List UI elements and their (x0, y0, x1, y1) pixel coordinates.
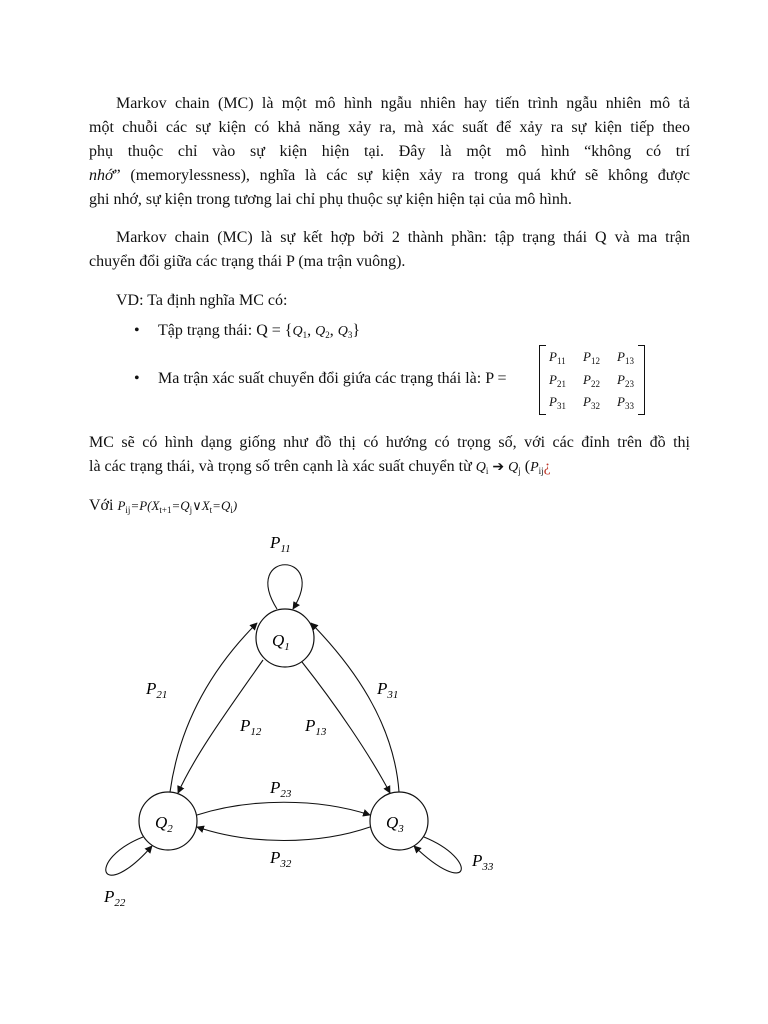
edge-p21 (170, 623, 257, 792)
math-qi: $Q_i$ (475, 460, 489, 476)
matrix-cell: $P_{21}$ (549, 372, 566, 389)
text-line: chuyển đổi giữa các trạng thái P (ma trận vuông). (89, 253, 406, 270)
edge-label-p33: $P_{33}$ (472, 851, 494, 873)
bullet-state-set: • Tập trạng thái: $Q = \{Q_1$, $Q_2$, $Q_3$} (134, 322, 361, 340)
edge-label-p11: $P_{11}$ (270, 533, 291, 555)
italic-text: nhớ (89, 167, 114, 184)
node-label-q1: $Q_1$ (272, 631, 290, 653)
bullet-text: Tập trạng thái: Q = { (158, 322, 293, 339)
text-segment: phụ thuộc chỉ vào sự kiện hiện tại. Đây là một mô hình “không có trí (89, 143, 690, 160)
text-line: Với $P_{ij}=P(X_{t+1}=Q_j\vee X_t=Q_i)$ (89, 497, 238, 515)
node-label-q2: $Q_2$ (155, 813, 173, 835)
edge-p32 (197, 827, 370, 841)
matrix-cell: $P_{32}$ (583, 394, 600, 411)
edge-label-p32: $P_{32}$ (270, 848, 292, 870)
math-pij: $P_{ij}$ (530, 460, 544, 476)
state-node-q2 (139, 792, 197, 850)
text-line: MC sẽ có hình dạng giống như đồ thị có hướng có trọng số, với các đỉnh trên đồ thị (89, 434, 690, 451)
text-line: Markov chain (MC) là một mô hình ngẫu nhiên hay tiến trình ngẫu nhiên mô tả (116, 95, 690, 112)
text-line: ghi nhớ, sự kiện trong tương lai chỉ phụ thuộc sự kiện hiện tại của mô hình. (89, 191, 572, 208)
bullet-dot-icon: • (134, 370, 140, 387)
state-node-q3 (370, 792, 428, 850)
node-label-q3: $Q_3$ (386, 813, 404, 835)
edge-p22-loop (106, 837, 152, 875)
bullet-text: Ma trận xác suất chuyển đổi giứa các trạng thái là: P = (158, 370, 507, 387)
math-q2: $Q_2$ (315, 324, 330, 340)
text-line: VD: Ta định nghĩa MC có: (116, 292, 288, 309)
bullet-dot-icon: • (134, 322, 140, 339)
matrix-cell: $P_{22}$ (583, 372, 600, 389)
math-qj: $Q_j$ (508, 460, 521, 476)
math-q1: $Q_1$ (292, 324, 308, 340)
text-line: Markov chain (MC) là sự kết hợp bởi 2 thành phần: tập trạng thái Q và ma trận (116, 229, 690, 246)
edge-p23 (197, 802, 370, 815)
edge-p31 (311, 623, 399, 792)
matrix-cell: $P_{33}$ (617, 394, 634, 411)
edge-p33-loop (414, 837, 461, 873)
math-q3: $Q_3$ (337, 324, 353, 340)
arrow-right-icon: ➔ (492, 460, 505, 475)
state-node-q1 (256, 609, 314, 667)
math-formula: $P_{ij}=P(X_{t+1}=Q_j\vee X_t=Q_i)$ (117, 498, 238, 515)
edge-label-p23: $P_{23}$ (270, 778, 292, 800)
matrix-cell: $P_{23}$ (617, 372, 634, 389)
edge-p11-loop (268, 565, 302, 609)
matrix-cell: $P_{11}$ (549, 349, 566, 366)
edge-label-p22: $P_{22}$ (104, 887, 126, 909)
matrix-cell: $P_{31}$ (549, 394, 566, 411)
matrix-cell: $P_{12}$ (583, 349, 600, 366)
edge-label-p31: $P_{31}$ (377, 679, 399, 701)
matrix-cell: $P_{13}$ (617, 349, 634, 366)
edge-label-p13: $P_{13}$ (305, 716, 327, 738)
error-glyph: ¿ (543, 458, 551, 475)
edge-label-p21: $P_{21}$ (146, 679, 168, 701)
text-line: là các trạng thái, và trọng số trên cạnh là xác suất chuyển từ $Q_i$ ➔ $Q_j$ ($P_{ij}¿$ (89, 458, 551, 476)
text-line: một chuỗi các sự kiện có khả năng xảy ra, mà xác suất để xảy ra sự kiện tiếp theo (89, 119, 690, 136)
text-segment: ” (memorylessness), nghĩa là các sự kiện xảy ra trong quá khứ sẽ không được (113, 167, 690, 184)
edge-label-p12: $P_{12}$ (240, 716, 262, 738)
